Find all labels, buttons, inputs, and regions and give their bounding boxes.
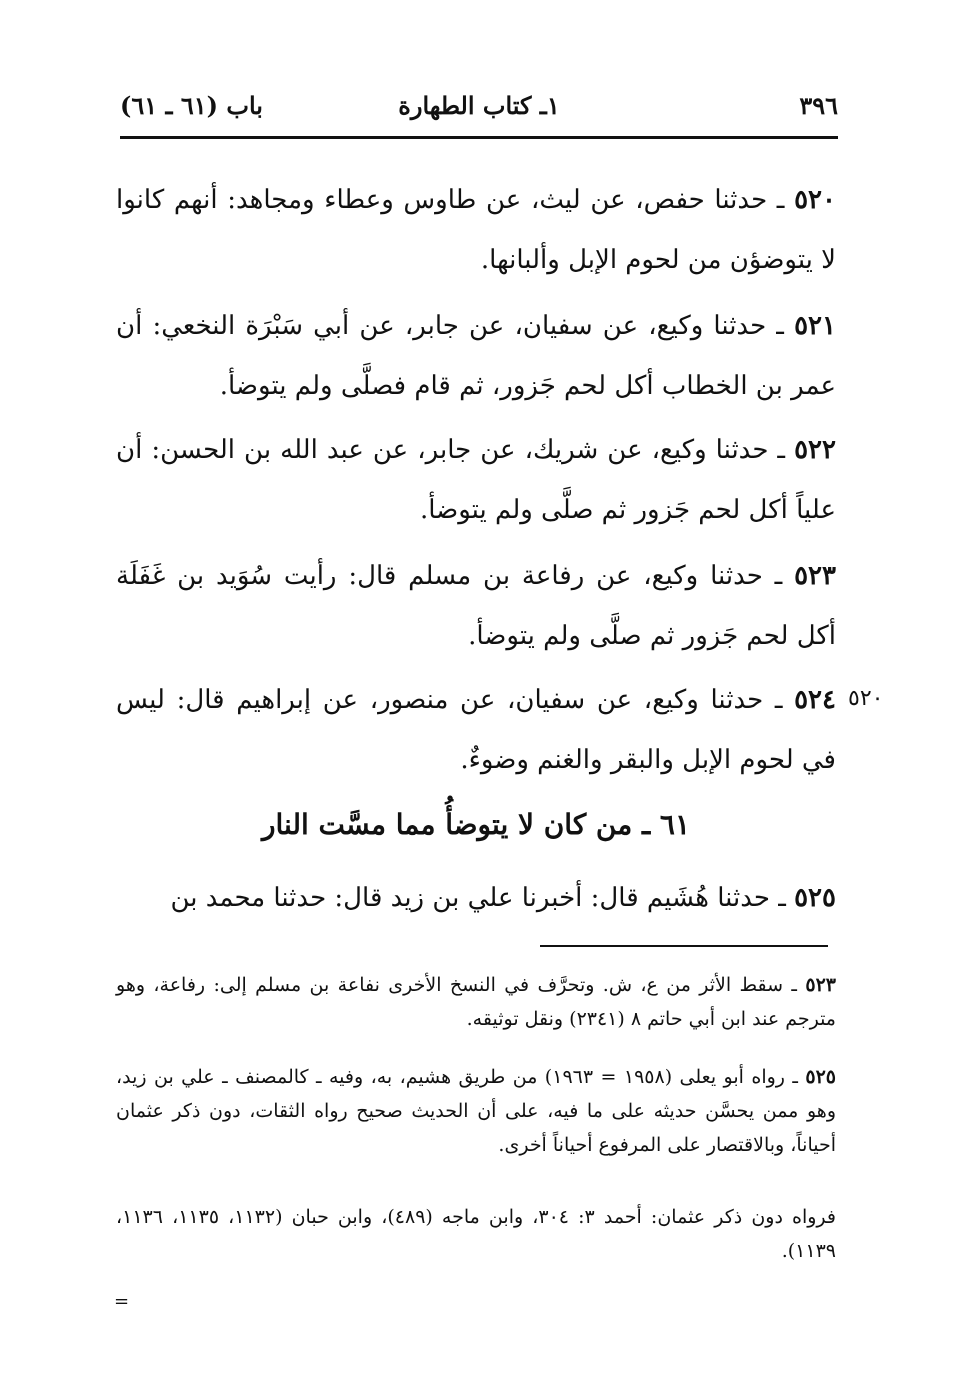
hadith-text: ـ حدثنا حفص، عن ليث، عن طاوس وعطاء ومجاهد: أنهم كانوا لا يتوضؤن من لحوم الإبل وألبانها. bbox=[116, 185, 836, 275]
footnote-525-continued bbox=[116, 1200, 836, 1268]
hadith-521 bbox=[116, 296, 836, 416]
footnote-rule bbox=[540, 945, 828, 947]
header-rule bbox=[120, 136, 838, 139]
hadith-524 bbox=[116, 670, 836, 790]
page-number: ٣٩٦ bbox=[799, 91, 838, 120]
footnote-text: ـ رواه أبو يعلى (١٩٥٨ = ١٩٦٣) من طريق هشيم، به، وفيه ـ كالمصنف ـ علي بن زيد، وهو ممن يحسَّن حديثه على ما فيه، على أن الحديث صحيح رواه الثقات، دون ذكر عثمان أحياناً، وبالاقتصار على المرفوع أحياناً أخرى. bbox=[116, 1066, 836, 1156]
margin-note: ٥٢٠ bbox=[848, 686, 884, 711]
hadith-523 bbox=[116, 546, 836, 666]
chapter-range: باب (٦١ ـ ٦١) bbox=[120, 91, 263, 120]
hadith-number: ٥٢١ bbox=[794, 311, 836, 341]
footnote-number: ٥٢٣ bbox=[805, 974, 836, 996]
footnote-number: ٥٢٥ bbox=[805, 1066, 837, 1088]
footnote-523 bbox=[116, 968, 836, 1036]
hadith-522 bbox=[116, 420, 836, 540]
footnote-525 bbox=[116, 1060, 836, 1162]
hadith-520 bbox=[116, 170, 836, 290]
hadith-number: ٥٢٠ bbox=[794, 185, 836, 215]
book-title: ١ـ كتاب الطهارة bbox=[398, 91, 560, 120]
hadith-525 bbox=[116, 868, 836, 928]
hadith-number: ٥٢٥ bbox=[794, 883, 836, 913]
footnote-text: فرواه دون ذكر عثمان: أحمد ٣: ٣٠٤، وابن ماجه (٤٨٩)، وابن حبان (١١٣٢، ١١٣٥، ١١٣٦، ١١٣٩). bbox=[116, 1206, 836, 1262]
hadith-text: ـ حدثنا وكيع، عن سفيان، عن جابر، عن أبي سَبْرَة النخعي: أن عمر بن الخطاب أكل لحم جَزور، ثم قام فصلَّى ولم يتوضأ. bbox=[116, 311, 836, 401]
hadith-number: ٥٢٣ bbox=[794, 561, 836, 591]
hadith-text: ـ حدثنا وكيع، عن شريك، عن جابر، عن عبد الله بن الحسن: أن علياً أكل لحم جَزور ثم صلَّى ولم يتوضأ. bbox=[116, 435, 836, 525]
continuation-mark: = bbox=[114, 1291, 130, 1312]
footnote-text: ـ سقط الأثر من ع، ش. وتحرَّف في النسخ الأخرى نفاعة بن مسلم إلى: رفاعة، وهو مترجم عند ابن أبي حاتم ٨ (٢٣٤١) ونقل توثيقه. bbox=[116, 974, 836, 1030]
hadith-number: ٥٢٤ bbox=[794, 685, 836, 715]
hadith-text: ـ حدثنا وكيع، عن رفاعة بن مسلم قال: رأيت سُوَيد بن غَفَلَة أكل لحم جَزور ثم صلَّى ولم يتوضأ. bbox=[116, 561, 836, 651]
hadith-number: ٥٢٢ bbox=[794, 435, 836, 465]
hadith-text: ـ حدثنا هُشَيم قال: أخبرنا علي بن زيد قال: حدثنا محمد بن bbox=[170, 883, 795, 913]
page-header bbox=[120, 88, 838, 132]
hadith-text: ـ حدثنا وكيع، عن سفيان، عن منصور، عن إبراهيم قال: ليس في لحوم الإبل والبقر والغنم وضوءٌ. bbox=[116, 685, 836, 775]
section-title: ٦١ ـ من كان لا يتوضأُ مما مسَّت النار bbox=[262, 808, 690, 841]
